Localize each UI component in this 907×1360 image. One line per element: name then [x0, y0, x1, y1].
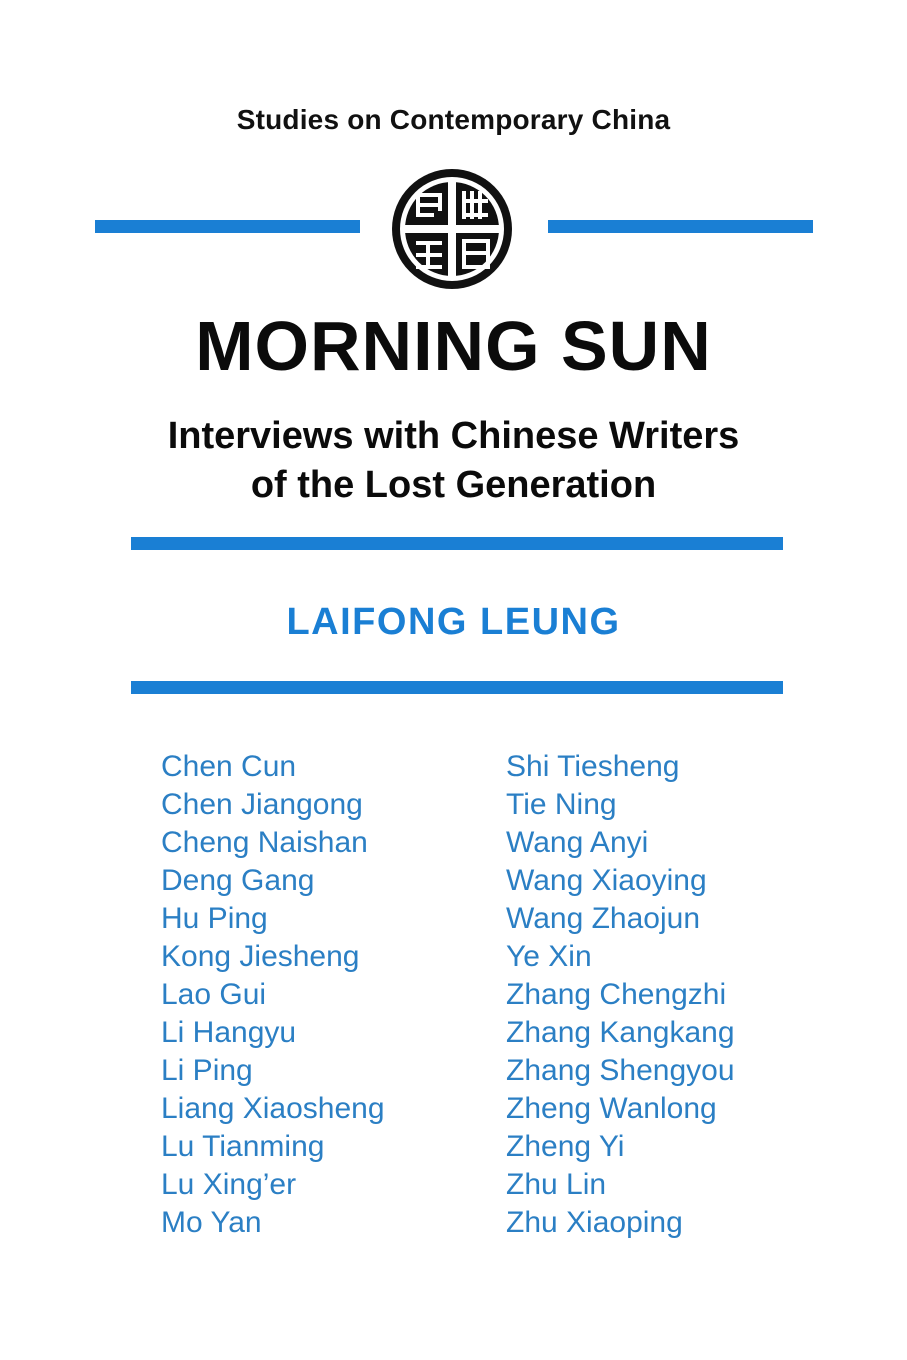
decorative-rule-right — [548, 220, 813, 233]
list-item: Zhu Lin — [506, 1168, 607, 1201]
subtitle — [0, 412, 907, 509]
list-item: Zhang Kangkang — [506, 1016, 735, 1049]
list-item: Wang Zhaojun — [506, 902, 701, 935]
list-item: Zhang Shengyou — [506, 1054, 735, 1087]
author-name: LAIFONG LEUNG — [286, 601, 621, 643]
contributor-column-left — [161, 748, 401, 1242]
list-item: Kong Jiesheng — [161, 940, 360, 973]
list-item: Zhu Xiaoping — [506, 1206, 683, 1239]
list-item: Liang Xiaosheng — [161, 1092, 385, 1125]
list-item: Chen Cun — [161, 750, 297, 783]
list-item: Li Hangyu — [161, 1016, 297, 1049]
page-title: MORNING SUN — [195, 307, 712, 385]
chinese-seal-emblem-icon — [382, 165, 522, 293]
list-item: Zhang Chengzhi — [506, 978, 727, 1011]
subtitle-line-2: of the Lost Generation — [250, 463, 657, 506]
list-item: Lu Xing’er — [161, 1168, 297, 1201]
list-item: Wang Anyi — [506, 826, 649, 859]
list-item: Chen Jiangong — [161, 788, 363, 821]
decorative-rule-left — [95, 220, 360, 233]
subtitle-line-1: Interviews with Chinese Writers — [167, 415, 740, 457]
decorative-rule-above-author — [131, 537, 783, 550]
list-item: Ye Xin — [506, 940, 592, 973]
contributor-list — [0, 748, 907, 1242]
list-item: Lao Gui — [161, 978, 267, 1011]
list-item: Li Ping — [161, 1054, 253, 1087]
list-item: Zheng Wanlong — [506, 1092, 717, 1125]
emblem-band — [0, 158, 907, 298]
series-title: Studies on Contemporary China — [236, 104, 671, 135]
contributor-column-right — [506, 748, 746, 1242]
list-item: Deng Gang — [161, 864, 315, 897]
decorative-rule-below-author — [131, 681, 783, 694]
list-item: Mo Yan — [161, 1206, 262, 1239]
list-item: Cheng Naishan — [161, 826, 368, 859]
list-item: Tie Ning — [506, 788, 617, 821]
list-item: Shi Tiesheng — [506, 750, 680, 783]
list-item: Wang Xiaoying — [506, 864, 707, 897]
list-item: Zheng Yi — [506, 1130, 625, 1163]
list-item: Hu Ping — [161, 902, 268, 935]
list-item: Lu Tianming — [161, 1130, 325, 1163]
